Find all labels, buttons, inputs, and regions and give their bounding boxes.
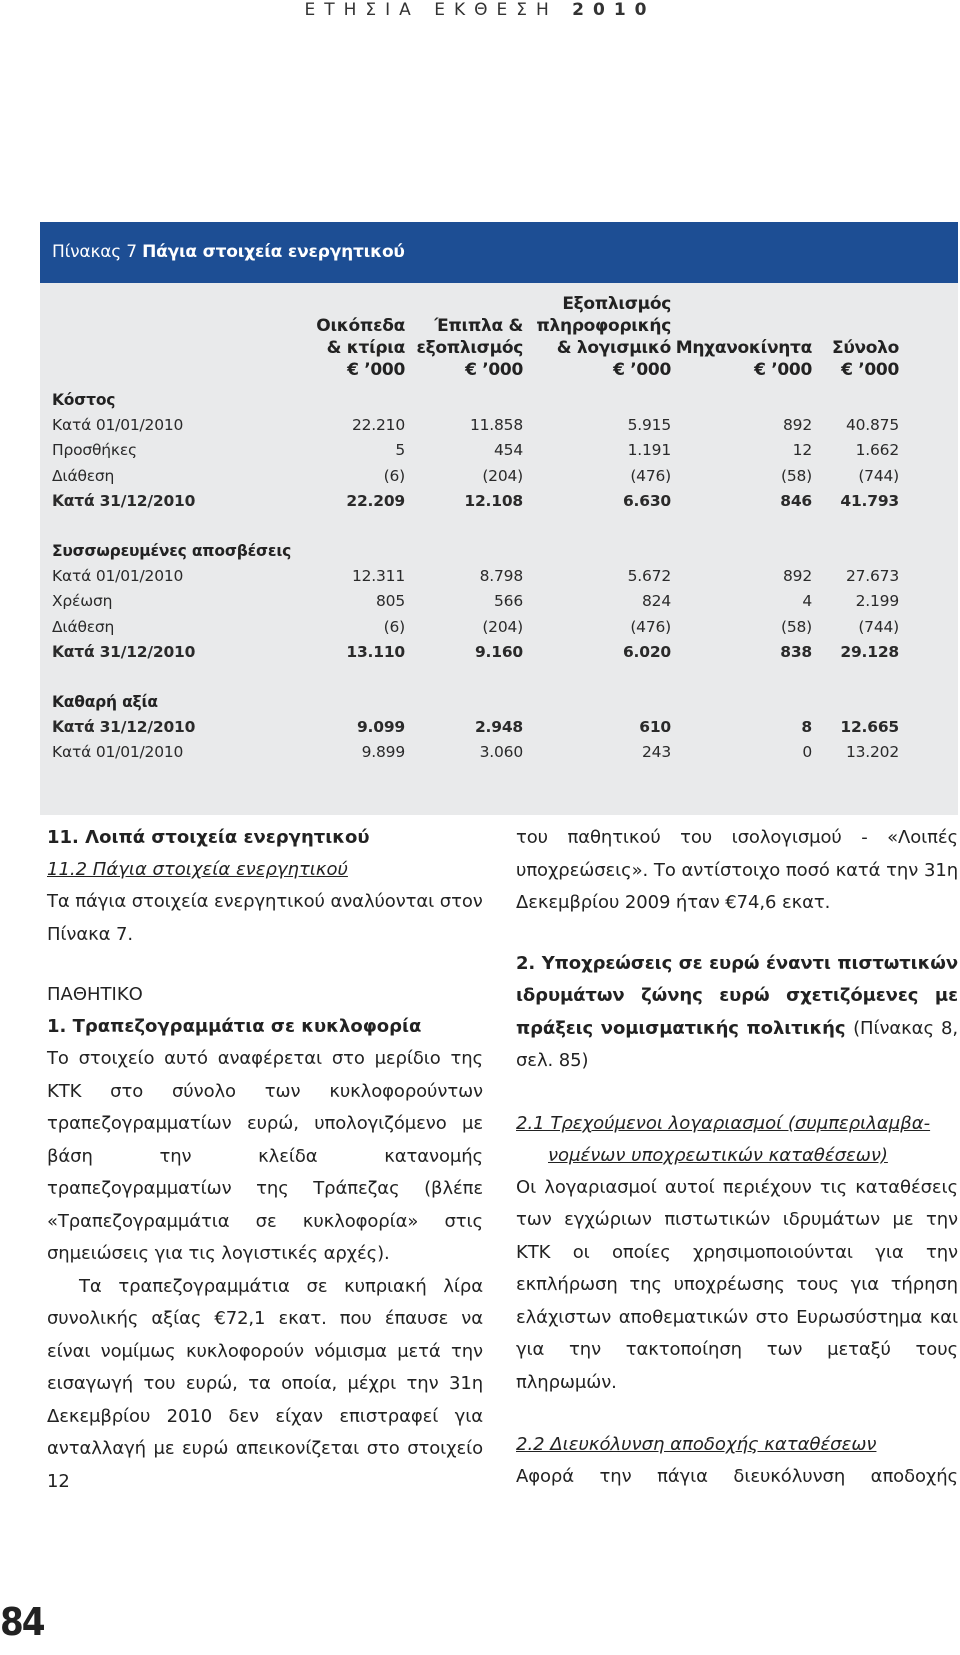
table-cell: (58) — [780, 617, 812, 636]
row-label: Χρέωση — [52, 592, 113, 611]
section-1-paragraph-2: Τα τραπεζογραμμάτια σε κυπριακή λίρα συνολικής αξίας €72,1 εκατ. που έπαυσε να είναι νομίμως κυκλοφορούν νόμισμα μετά την εισαγωγή του ευρώ, τα οποία, μέχρι την 31η Δεκεμβρίου 2010 δεν είχαν επιστραφεί για ανταλλαγή με ευρώ απεικονίζεται στο στοιχείο 12 — [47, 1275, 483, 1492]
row-label: Κατά 01/01/2010 — [52, 416, 184, 435]
table-cell: 2.199 — [855, 592, 899, 611]
column-header-4-line-2: € ’000 — [754, 360, 812, 380]
table-cell: 9.160 — [474, 642, 523, 661]
table-cell: 5 — [395, 441, 405, 460]
table-cell: 5.672 — [627, 567, 671, 586]
row-label: Κατά 01/01/2010 — [52, 743, 184, 762]
column-header-1-line-3: € ’000 — [347, 360, 405, 380]
table-cell: 12 — [792, 441, 812, 460]
column-header-2-line-2: εξοπλισμός — [416, 338, 523, 358]
table-cell: (476) — [630, 466, 671, 485]
section-2-1-paragraph: Οι λογαριασμοί αυτοί περιέχουν τις καταθέσεις των εγχώριων πιστωτικών ιδρυμάτων με την ΚΤΚ οι οποίες χρησιμοποιούνται για την εκπλήρωση της υποχρέωσης τους για τήρηση ελάχιστων αποθεματικών στο Ευρωσύστημα και για την τακτοποίηση των μεταξύ τους πληρωμών. — [516, 1176, 958, 1393]
section-2-2-paragraph: Αφορά την πάγια διευκόλυνση αποδοχής — [516, 1466, 958, 1487]
table-cell: 13.110 — [346, 642, 405, 661]
table-cell: 2.948 — [474, 718, 523, 737]
table-cell: (744) — [858, 617, 899, 636]
table-cell: 846 — [780, 491, 812, 510]
table-cell: 566 — [494, 592, 523, 611]
table-cell: 12.311 — [351, 567, 405, 586]
table-cell: 892 — [783, 416, 812, 435]
section-2-1-heading-line-1: 2.1 Τρεχούμενοι λογαριασμοί (συμπεριλαμβα- — [516, 1112, 931, 1134]
column-header-3-line-4: € ’000 — [613, 360, 671, 380]
table-cell: 13.202 — [845, 743, 899, 762]
section-11-2-text: Τα πάγια στοιχεία ενεργητικού αναλύονται στον — [47, 891, 483, 912]
table-cell: 4 — [802, 592, 812, 611]
row-label: Κατά 31/12/2010 — [52, 491, 196, 510]
table-cell: (6) — [383, 466, 405, 485]
table-cell: (744) — [858, 466, 899, 485]
page-number: 84 — [0, 1600, 44, 1644]
table-cell: 12.108 — [464, 491, 523, 510]
section-11-2-heading: 11.2 Πάγια στοιχεία ενεργητικού — [47, 859, 348, 880]
table-cell: 824 — [642, 592, 671, 611]
table-title: Πάγια στοιχεία ενεργητικού — [142, 242, 405, 262]
row-label: Διάθεση — [52, 466, 115, 485]
table-cell: 27.673 — [845, 567, 899, 586]
column-header-1-line-2: & κτίρια — [326, 338, 405, 358]
section-heading-2: Συσσωρευμένες αποσβέσεις — [52, 542, 292, 560]
table-cell: 1.662 — [855, 441, 899, 460]
table-cell: 243 — [642, 743, 671, 762]
section-heading-1: Κόστος — [52, 391, 116, 409]
table-cell: (476) — [630, 617, 671, 636]
table-cell: 11.858 — [469, 416, 523, 435]
section-1-heading: 1. Τραπεζογραμμάτια σε κυκλοφορία — [47, 1016, 422, 1037]
right-text-column — [516, 828, 958, 1494]
column-header-2-line-1: Έπιπλα & — [434, 316, 523, 336]
table-cell: 610 — [639, 718, 671, 737]
table-7-reference: Πίνακα 7. — [47, 923, 134, 945]
row-label: Κατά 01/01/2010 — [52, 567, 184, 586]
running-header-year: 2010 — [572, 0, 656, 20]
column-header-2-line-3: € ’000 — [465, 360, 523, 380]
row-label: Διάθεση — [52, 617, 115, 636]
table-cell: 22.210 — [351, 416, 405, 435]
column-header-3-line-1: Εξοπλισμός — [562, 294, 671, 314]
column-header-5-line-2: € ’000 — [841, 360, 899, 380]
table-cell: 40.875 — [845, 416, 899, 435]
table-cell: 22.209 — [346, 491, 405, 510]
left-text-column — [47, 828, 483, 1498]
column-header-3-line-3: & λογισμικό — [556, 338, 671, 358]
section-1-paragraph-1: Το στοιχείο αυτό αναφέρεται στο μερίδιο της ΚΤΚ στο σύνολο των κυκλοφορούντων τραπεζογραμματίων ευρώ, υπολογιζόμενο με βάση την κλείδα κατανομής τραπεζογραμματίων της Τράπεζας (βλέπε «Τραπεζογραμμάτια σε κυκλοφορία» στις σημειώσεις για τις λογιστικές αρχές). — [47, 1048, 483, 1264]
table-cell: 9.099 — [356, 718, 405, 737]
table-cell: 892 — [783, 567, 812, 586]
table-cell: 8.798 — [479, 567, 523, 586]
table-cell: 6.630 — [622, 491, 671, 510]
section-2-1-heading-line-2: νομένων υποχρεωτικών καταθέσεων) — [548, 1144, 888, 1166]
table-cell: 12.665 — [840, 718, 899, 737]
section-heading-3: Καθαρή αξία — [52, 693, 158, 711]
table-cell: (58) — [780, 466, 812, 485]
table-cell: 41.793 — [840, 491, 899, 510]
section-11-2-paragraph — [47, 886, 483, 951]
section-2-title: 2. Υποχρεώσεις σε ευρώ έναντι πιστωτικών ιδρυμάτων ζώνης ευρώ σχετιζόμενες με πράξεις νομισματικής πολιτικής — [516, 952, 958, 1039]
row-label: Προσθήκες — [52, 441, 137, 460]
row-label: Κατά 31/12/2010 — [52, 642, 196, 661]
running-header-title: ΕΤΗΣΙΑ ΕΚΘΕΣΗ — [304, 0, 558, 20]
column-header-1-line-1: Οικόπεδα — [316, 316, 405, 336]
table-title-prefix: Πίνακας 7 — [52, 242, 137, 262]
table-title-bar — [40, 222, 958, 283]
table-cell: 5.915 — [627, 416, 671, 435]
table-cell: 29.128 — [840, 642, 899, 661]
table-cell: 8 — [801, 718, 812, 737]
table-cell: 805 — [376, 592, 405, 611]
row-label: Κατά 31/12/2010 — [52, 718, 196, 737]
fixed-assets-table — [40, 283, 958, 815]
liabilities-heading: ΠΑΘΗΤΙΚΟ — [47, 984, 143, 1005]
table-cell: 9.899 — [361, 743, 405, 762]
table-cell: 1.191 — [627, 441, 671, 460]
table-cell: 838 — [780, 642, 812, 661]
table-cell: 0 — [802, 743, 812, 762]
table-cell: 3.060 — [479, 743, 523, 762]
table-8-reference: (Πίνακας 8, σελ. 85) — [516, 1017, 959, 1071]
table-cell: (204) — [482, 617, 523, 636]
column-header-4-line-1: Μηχανοκίνητα — [675, 338, 812, 358]
liabilities-continued-paragraph: του παθητικού του ισολογισμού - «Λοιπές υποχρεώσεις». Το αντίστοιχο ποσό κατά την 31η Δεκεμβρίου 2009 ήταν €74,6 εκατ. — [516, 827, 958, 913]
column-header-5-line-1: Σύνολο — [832, 338, 899, 358]
section-11-heading: 11. Λοιπά στοιχεία ενεργητικού — [47, 827, 370, 848]
section-2-2-heading: 2.2 Διευκόλυνση αποδοχής καταθέσεων — [516, 1434, 877, 1455]
table-cell: (204) — [482, 466, 523, 485]
column-header-3-line-2: πληροφορικής — [536, 316, 671, 336]
table-cell: 454 — [494, 441, 523, 460]
table-cell: 6.020 — [622, 642, 671, 661]
running-header — [0, 0, 960, 20]
section-2-heading — [516, 948, 958, 1078]
table-cell: (6) — [383, 617, 405, 636]
